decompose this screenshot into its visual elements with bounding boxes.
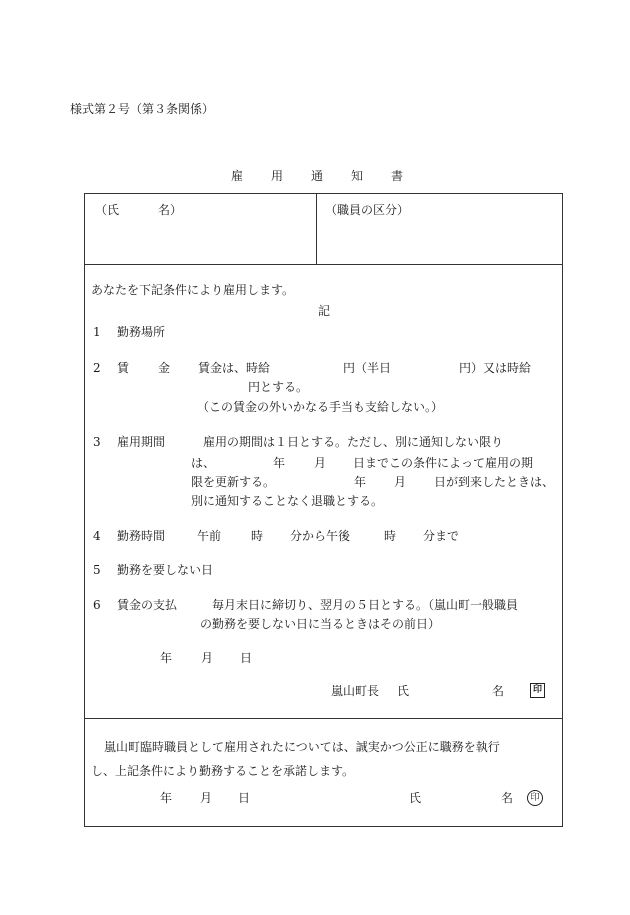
item-label: 賃金の支払 [117, 598, 178, 612]
item-number: 1 [93, 325, 101, 339]
hours-text: 時 [251, 529, 264, 543]
period-text: 月 [394, 475, 407, 489]
payment-text: 毎月末日に締切り、翌月の５日とする。（嵐山町一般職員 [212, 598, 519, 612]
period-text: 別に通知することなく退職とする。 [191, 494, 384, 508]
item-number: 5 [93, 563, 101, 577]
payment-text: の勤務を要しない日に当るときはその前日） [200, 617, 441, 631]
title-char: 書 [391, 169, 404, 183]
staff-category-label: （職員の区分） [325, 203, 410, 217]
item-label: 勤務場所 [117, 325, 166, 339]
intro-text: あなたを下記条件により雇用します。 [91, 283, 295, 297]
wage-text: 賃金は、時給 [198, 361, 271, 375]
round-seal-icon: 印 [527, 790, 543, 806]
hours-text: 時 [384, 529, 397, 543]
acceptance-divider [84, 718, 563, 719]
period-text: は、 [191, 456, 216, 470]
item-number: 3 [93, 435, 101, 449]
item-label: 賃 [117, 361, 130, 375]
wage-note: （この賃金の外いかなる手当も支給しない。） [197, 400, 444, 414]
item-label: 金 [158, 361, 171, 375]
wage-text: 円（半日 [343, 361, 392, 375]
square-seal-icon: 印 [530, 683, 545, 698]
signer-name-label: 名 [501, 791, 514, 805]
period-text: 日が到来したときは、 [434, 475, 555, 489]
title-char: 知 [351, 169, 364, 183]
date-month: 月 [200, 791, 213, 805]
date-year: 年 [160, 791, 173, 805]
period-text: 年 [273, 456, 286, 470]
date-day: 日 [238, 791, 251, 805]
period-text: 日までこの条件によって雇用の期 [353, 456, 534, 470]
name-label-close: 名） [158, 203, 183, 217]
header-divider-vertical [316, 193, 317, 264]
item-number: 4 [93, 529, 101, 543]
acceptance-text: し、上記条件により勤務することを承諾します。 [91, 764, 355, 778]
date-year: 年 [160, 651, 173, 665]
date-month: 月 [201, 651, 214, 665]
period-text: 月 [314, 456, 327, 470]
item-label: 勤務時間 [117, 529, 166, 543]
header-divider [84, 264, 563, 265]
wage-text: 円）又は時給 [459, 361, 532, 375]
ki-heading: 記 [318, 304, 331, 318]
item-label: 雇用期間 [117, 435, 166, 449]
form-number: 様式第２号（第３条関係） [70, 102, 215, 116]
wage-text: 円とする。 [248, 380, 309, 394]
period-text: 年 [354, 475, 367, 489]
date-day: 日 [240, 651, 253, 665]
title-char: 通 [311, 169, 324, 183]
title-char: 用 [271, 169, 284, 183]
item-number: 6 [93, 598, 101, 612]
name-label-open: （氏 [95, 203, 120, 217]
period-text: 限を更新する。 [191, 475, 276, 489]
issuer-name-label: 氏 [397, 684, 410, 698]
hours-text: 分から午後 [290, 529, 351, 543]
item-number: 2 [93, 361, 101, 375]
signer-name-label: 氏 [409, 791, 422, 805]
acceptance-text: 嵐山町臨時職員として雇用されたについては、誠実かつ公正に職務を執行 [104, 740, 500, 754]
item-label: 勤務を要しない日 [117, 563, 214, 577]
issuer-name-label: 名 [492, 684, 505, 698]
period-text: 雇用の期間は１日とする。ただし、別に通知しない限り [203, 435, 504, 449]
hours-text: 分まで [423, 529, 460, 543]
title-char: 雇 [231, 169, 244, 183]
issuer-title: 嵐山町長 [331, 684, 380, 698]
hours-text: 午前 [197, 529, 222, 543]
